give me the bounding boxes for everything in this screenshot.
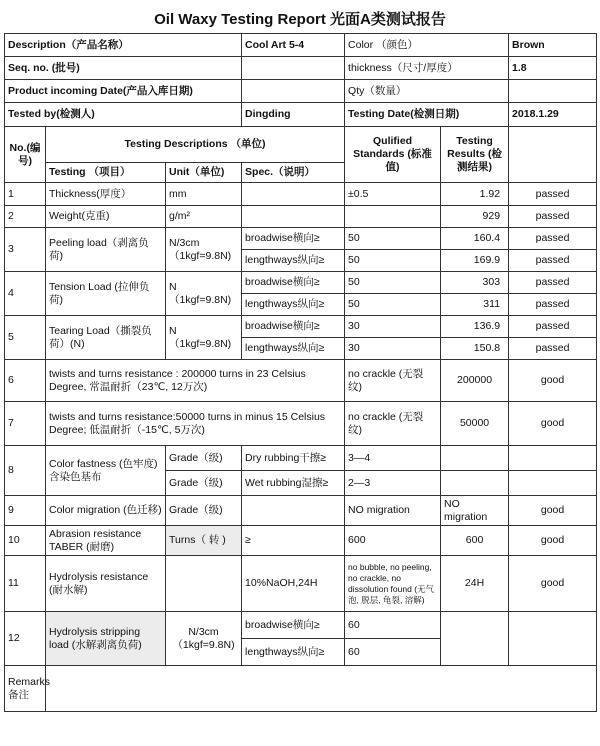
- info-row-tested: [5, 103, 597, 127]
- table-row: [5, 206, 597, 228]
- table-row: [5, 183, 597, 206]
- row-result: 311: [441, 294, 509, 316]
- row-verdict: passed: [509, 272, 597, 294]
- row-no: 9: [5, 496, 46, 526]
- testing-date-label: Testing Date(检测日期): [345, 103, 509, 127]
- info-row-seq: [5, 57, 597, 80]
- row-unit: N （1kgf=9.8N): [166, 272, 242, 316]
- row-no: 6: [5, 360, 46, 402]
- row-verdict: [509, 446, 597, 471]
- color-value: Brown: [509, 34, 597, 57]
- table-row: [5, 402, 597, 446]
- color-label: Color （颜色）: [345, 34, 509, 57]
- row-no: 7: [5, 402, 46, 446]
- seq-value: [242, 57, 345, 80]
- row-item: twists and turns resistance:50000 turns in minus 15 Celsius Degree; 低温耐折（-15℃, 5万次): [46, 402, 345, 446]
- row-verdict: good: [509, 526, 597, 556]
- header-verdict: [509, 127, 597, 183]
- row-result: 303: [441, 272, 509, 294]
- table-row: [5, 526, 597, 556]
- header-testing: Testing （项目）: [46, 163, 166, 183]
- row-item: twists and turns resistance : 200000 turns in 23 Celsius Degree, 常温耐折（23℃, 12万次): [46, 360, 345, 402]
- table-row: [5, 612, 597, 639]
- row-spec: 10%NaOH,24H: [242, 556, 345, 612]
- row-spec: lengthways纵向≥: [242, 338, 345, 360]
- table-row: [5, 556, 597, 612]
- table-row: [5, 446, 597, 471]
- header-no: No.(编号): [5, 127, 46, 183]
- row-unit: N/3cm （1kgf=9.8N): [166, 228, 242, 272]
- row-verdict: passed: [509, 228, 597, 250]
- row-no: 4: [5, 272, 46, 316]
- report-title: Oil Waxy Testing Report 光面A类测试报告: [154, 11, 446, 28]
- row-verdict: passed: [509, 183, 597, 206]
- row-standard: no crackle (无裂纹): [345, 360, 441, 402]
- row-no: 3: [5, 228, 46, 272]
- row-result: 1.92: [441, 183, 509, 206]
- row-item: Hydrolysis stripping load (水解剥离负荷): [46, 612, 166, 666]
- row-spec: [242, 496, 345, 526]
- row-spec: ≥: [242, 526, 345, 556]
- remarks-label: Remarks 备注: [5, 666, 46, 712]
- row-standard: 30: [345, 338, 441, 360]
- qty-value: [509, 80, 597, 103]
- row-standard: 60: [345, 612, 441, 639]
- row-item: Color fastness (色牢度) 含染色基布: [46, 446, 166, 496]
- tested-by-label: Tested by(检测人): [5, 103, 242, 127]
- row-standard: [345, 206, 441, 228]
- header-results: Testing Results (检测结果): [441, 127, 509, 183]
- report-table: [4, 33, 597, 712]
- row-unit: g/m²: [166, 206, 242, 228]
- row-spec: broadwise横向≥: [242, 612, 345, 639]
- row-verdict: passed: [509, 338, 597, 360]
- row-spec: Wet rubbing湿擦≥: [242, 471, 345, 496]
- row-unit: Grade（级): [166, 471, 242, 496]
- row-unit: N （1kgf=9.8N): [166, 316, 242, 360]
- seq-label: Seq. no. (批号): [5, 57, 242, 80]
- row-spec: lengthways纵向≥: [242, 294, 345, 316]
- row-standard: no crackle (无裂纹): [345, 402, 441, 446]
- row-spec: lengthways纵向≥: [242, 250, 345, 272]
- row-no: 10: [5, 526, 46, 556]
- row-verdict: passed: [509, 250, 597, 272]
- row-verdict: good: [509, 556, 597, 612]
- row-result: 600: [441, 526, 509, 556]
- row-unit: Grade（级): [166, 446, 242, 471]
- row-standard: no bubble, no peeling, no crackle, no dissolution found (无气泡, 脱层, 龟裂, 溶解): [345, 556, 441, 612]
- row-result: NO migration: [441, 496, 509, 526]
- row-result: [441, 612, 509, 666]
- row-result: 50000: [441, 402, 509, 446]
- info-row-description: [5, 34, 597, 57]
- row-result: 169.9: [441, 250, 509, 272]
- row-standard: 50: [345, 250, 441, 272]
- info-row-incoming: [5, 80, 597, 103]
- header-row-1: [5, 127, 597, 163]
- row-standard: 50: [345, 272, 441, 294]
- row-no: 12: [5, 612, 46, 666]
- row-verdict: passed: [509, 294, 597, 316]
- testing-date-value: 2018.1.29: [509, 103, 597, 127]
- row-result: [441, 471, 509, 496]
- remarks-value: [46, 666, 597, 712]
- row-unit: mm: [166, 183, 242, 206]
- row-standard: 600: [345, 526, 441, 556]
- incoming-value: [242, 80, 345, 103]
- row-verdict: passed: [509, 206, 597, 228]
- row-standard: 60: [345, 639, 441, 666]
- row-item: Abrasion resistance TABER (耐磨): [46, 526, 166, 556]
- tested-by-value: Dingding: [242, 103, 345, 127]
- row-spec: broadwise横向≥: [242, 228, 345, 250]
- row-result: [441, 446, 509, 471]
- row-no: 11: [5, 556, 46, 612]
- row-item: Thickness(厚度）: [46, 183, 166, 206]
- description-label: Description（产品名称）: [5, 34, 242, 57]
- row-verdict: [509, 612, 597, 666]
- row-standard: 2—3: [345, 471, 441, 496]
- row-spec: Dry rubbing干擦≥: [242, 446, 345, 471]
- table-row: [5, 272, 597, 294]
- row-verdict: good: [509, 496, 597, 526]
- row-no: 8: [5, 446, 46, 496]
- row-verdict: [509, 471, 597, 496]
- remarks-row: [5, 666, 597, 712]
- row-unit: [166, 556, 242, 612]
- header-unit: Unit（单位): [166, 163, 242, 183]
- description-value: Cool Art 5-4: [242, 34, 345, 57]
- row-result: 929: [441, 206, 509, 228]
- row-unit: N/3cm （1kgf=9.8N): [166, 612, 242, 666]
- row-no: 1: [5, 183, 46, 206]
- row-item: Color migration (色迁移): [46, 496, 166, 526]
- thickness-value: 1.8: [509, 57, 597, 80]
- row-result: 136.9: [441, 316, 509, 338]
- row-no: 5: [5, 316, 46, 360]
- row-spec: [242, 183, 345, 206]
- header-spec: Spec.（说明）: [242, 163, 345, 183]
- row-item: Weight(克重): [46, 206, 166, 228]
- row-spec: lengthways纵向≥: [242, 639, 345, 666]
- row-verdict: good: [509, 402, 597, 446]
- qty-label: Qty（数量）: [345, 80, 509, 103]
- row-spec: [242, 206, 345, 228]
- row-spec: broadwise横向≥: [242, 316, 345, 338]
- row-standard: ±0.5: [345, 183, 441, 206]
- row-verdict: passed: [509, 316, 597, 338]
- row-item: Tearing Load（撕裂负荷）(N): [46, 316, 166, 360]
- thickness-label: thickness（尺寸/厚度）: [345, 57, 509, 80]
- row-standard: 50: [345, 228, 441, 250]
- row-result: 150.8: [441, 338, 509, 360]
- row-standard: NO migration: [345, 496, 441, 526]
- row-standard: 50: [345, 294, 441, 316]
- table-row: [5, 496, 597, 526]
- table-row: [5, 316, 597, 338]
- header-standards: Qulified Standards (标准值): [345, 127, 441, 183]
- row-result: 160.4: [441, 228, 509, 250]
- incoming-label: Product incoming Date(产品入库日期): [5, 80, 242, 103]
- row-item: Tension Load (拉伸负荷): [46, 272, 166, 316]
- row-result: 200000: [441, 360, 509, 402]
- row-result: 24H: [441, 556, 509, 612]
- table-row: [5, 360, 597, 402]
- row-no: 2: [5, 206, 46, 228]
- row-verdict: good: [509, 360, 597, 402]
- row-item: Hydrolysis resistance (耐水解): [46, 556, 166, 612]
- row-unit: Turns（ 转 ): [166, 526, 242, 556]
- row-unit: Grade（级): [166, 496, 242, 526]
- row-item: Peeling load（剥离负荷): [46, 228, 166, 272]
- row-spec: broadwise横向≥: [242, 272, 345, 294]
- table-row: [5, 228, 597, 250]
- row-standard: 3—4: [345, 446, 441, 471]
- header-testing-descriptions: Testing Descriptions （单位): [46, 127, 345, 163]
- row-standard: 30: [345, 316, 441, 338]
